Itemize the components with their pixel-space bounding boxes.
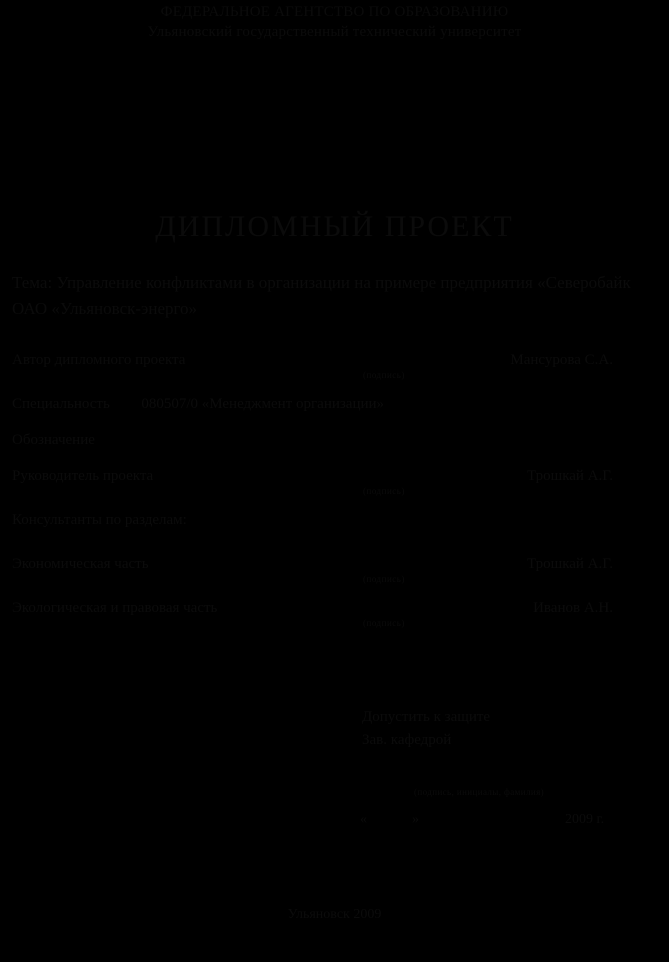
ministry-line-2: Ульяновский государственный технический университет: [147, 24, 522, 40]
specialty-row: [8, 396, 661, 432]
ecology-label: Экологическая и правовая часть: [12, 600, 218, 616]
consultants-row: [8, 512, 661, 556]
economics-name: Трошкай А.Г.: [527, 556, 613, 572]
ecology-name: Иванов А.Н.: [533, 600, 613, 616]
ministry-header: [8, 2, 661, 42]
approval-line-1: Допустить к защите: [362, 709, 491, 725]
consultants-label: Консультанты по разделам:: [12, 512, 187, 528]
approval-signature-hint: (подпись, инициалы, фамилия): [414, 787, 545, 797]
author-name: Мансурова С.А.: [510, 352, 613, 368]
specialty-value: 080507/0 «Менеджмент организации»: [141, 396, 385, 412]
document-title: ДИПЛОМНЫЙ ПРОЕКТ: [155, 210, 514, 243]
supervisor-row: [8, 468, 661, 512]
top-spacer: [8, 42, 661, 192]
author-row: [8, 352, 661, 396]
approval-block: [362, 706, 490, 752]
supervisor-signature-hint: (подпись): [363, 486, 405, 496]
economics-label: Экономическая часть: [12, 556, 149, 572]
approval-line-2: Зав. кафедрой: [362, 732, 452, 748]
ministry-line-1: ФЕДЕРАЛЬНОЕ АГЕНТСТВО ПО ОБРАЗОВАНИЮ: [160, 4, 509, 20]
date-year: 2009 г.: [565, 812, 605, 827]
author-label: Автор дипломного проекта: [12, 352, 186, 368]
supervisor-label: Руководитель проекта: [12, 468, 154, 484]
thesis-theme: Тема: Управление конфликтами в организации на примере предприятия «Северобайк ОАО «Ульяновск-энерго»: [12, 273, 631, 318]
supervisor-name: Трошкай А.Г.: [527, 468, 613, 484]
document-page: [0, 2, 669, 962]
economics-row: [8, 556, 661, 600]
date-day-quote: «: [360, 812, 367, 827]
author-signature-hint: (подпись): [363, 370, 405, 380]
economics-signature-hint: (подпись): [363, 574, 405, 584]
specialty-label: Специальность: [12, 396, 110, 412]
designation-row: [8, 432, 661, 468]
ecology-signature-hint: (подпись): [363, 618, 405, 628]
footer-city-year: Ульяновск 2009: [287, 907, 382, 922]
designation-label: Обозначение: [12, 432, 95, 448]
ecology-row: [8, 600, 661, 644]
date-month-quote: »: [412, 812, 419, 827]
